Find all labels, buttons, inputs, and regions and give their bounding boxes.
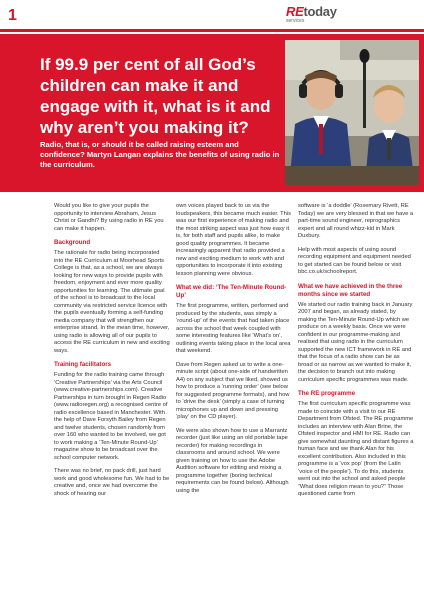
body-paragraph: The rationale for radio being incorporated into the RE Curriculum at Moorhead Sports College is that, as a school, we are always looking for new ways to provide pupils with freedom, enjoyment and ever more quality opportunities for learning. The ultimate goal of the school is to broadcast to the local community via restricted service licence with the pupils eventually forming a self-funding media company that will strengthen our enterprise strand. In the mean time, however, using radio is allowing all of our pupils to access the RE curriculum in new and exciting ways.: [54, 250, 170, 354]
photo-illustration: [285, 40, 419, 185]
article-column-2: [176, 203, 292, 501]
body-paragraph: We were also shown how to use a Marrantz recorder (just like using an old portable tape recorder) for making recordings in classrooms and around school. We were given training on how to use the Adobe Audition software for editing and mixing a programme together (boring technical requirements can be found below). Although using the: [176, 427, 289, 494]
article-body: [54, 203, 420, 599]
body-paragraph: The first programme, written, performed and produced by the students, was simply a ‘round-up’ of the events that had taken place across the school that week coupled with some interesting features like ‘What’s on’, outlining events taking place in the local area that weekend.: [176, 303, 291, 354]
page-number: 1: [8, 7, 17, 24]
body-paragraph: Help with most aspects of using sound recording equipment and equipment needed to get started can be found below or visit bbc.co.uk/schoolreport.: [298, 246, 411, 275]
body-paragraph: The first curriculum specific programme was made to coincide with a visit to our RE Department from Ofsted. The RE programme includes an interview with Alan Brine, the Ofsted inspector and HMI for RE. Radio can give somewhat daunting and distant figures a human face and we thank Alan for his excellent contribution. Also included in this programme is a ‘vox pop’ (from the Latin ‘voice of the people’). To do this, students went out into the school and asked people “What does religion mean to you?” Those questioned came from: [298, 401, 414, 497]
heading-training-facilitators: Training facilitators: [54, 361, 112, 368]
intro-paragraph: Would you like to give your pupils the opportunity to interview Abraham, Jesus Christ or Gandhi? By using radio in RE you can make it happen.: [54, 203, 164, 232]
body-paragraph: Dave from Regen asked us to write a one-minute script (about one-side of handwritten A4) on any subject that we liked, showed us how to produce a ‘running order’ (see below for suggested programme formats), and how to ‘drive the desk’ (simply a case of turning microphones up and down and pressing ‘play’ on the CD player).: [176, 361, 290, 420]
article-column-1: [54, 203, 170, 504]
heading-background: Background: [54, 239, 91, 246]
heading-re-programme: The RE programme: [298, 390, 356, 397]
students-radio-photo: [285, 40, 419, 185]
logo-wordmark: [286, 4, 337, 19]
article-column-3: [298, 203, 414, 505]
logo-today: today: [303, 4, 337, 19]
body-paragraph: own voices played back to us via the loudspeakers, this became much easier. This was our first experience of making radio and the most striking aspect was just how easy it is, for both staff and pupils alike, to make good quality programmes. It became increasingly apparent that radio provided a new and exciting medium to work with and opportunities to incorporate it into existing lesson planning were obvious.: [176, 203, 291, 277]
body-paragraph: There was no brief, no pack drill, just hard work and good wholesome fun. We had to be creative and, once we had overcome the shock of hearing our: [54, 468, 170, 497]
header-rule: [0, 29, 424, 32]
article-headline: If 99.9 per cent of all God’s children can make it and engage with it, what is it and why aren’t you making it?: [40, 55, 271, 137]
body-paragraph: Funding for the radio training came through ‘Creative Partnerships’ via the Arts Council (www.creative-partnerships.com). Creative Partnerships in turn brought in Regen Radio (www.radioregen.org) a recognised centre of radio excellence based in Manchester. With the help of Dave Forsyth Bailey from Regen and twelve students, chosen randomly from over 160 who wanted to be involved, we got to work making a ‘Ten-Minute Round-Up’ magazine show to be broadcast over the school computer network.: [54, 372, 168, 461]
body-paragraph: We started our radio training back in January 2007 and began, as already stated, by making the Ten-Minute Round-Up which we produce on a weekly basis. Once we were confident in our programme-making and realised that using radio in the curriculum supported the new ICT framework in RE and that the focus of a radio show can be as broad or as narrow as we wanted to make it, the decision to branch out into making curriculum specific programmes was made.: [298, 301, 413, 383]
re-today-logo: [286, 4, 337, 24]
heading-what-we-did: What we did: ‘The Ten-Minute Round-Up’: [176, 284, 287, 299]
logo-subtitle: services: [286, 18, 305, 24]
body-paragraph: software is ‘a doddle’ (Rosemary Rivett, RE Today) we are very blessed in that we have a part-time sound engineer, reprographics expert and all round whizz-kid in Mark Duxbury.: [298, 203, 414, 239]
logo-re: RE: [286, 4, 304, 19]
heading-achievements: What we have achieved in the three months since we started: [298, 282, 403, 298]
article-standfirst: Radio, that is, or should it be called raising esteem and confidence? Martyn Langan explains the benefits of using radio in the curriculum.: [40, 140, 280, 169]
